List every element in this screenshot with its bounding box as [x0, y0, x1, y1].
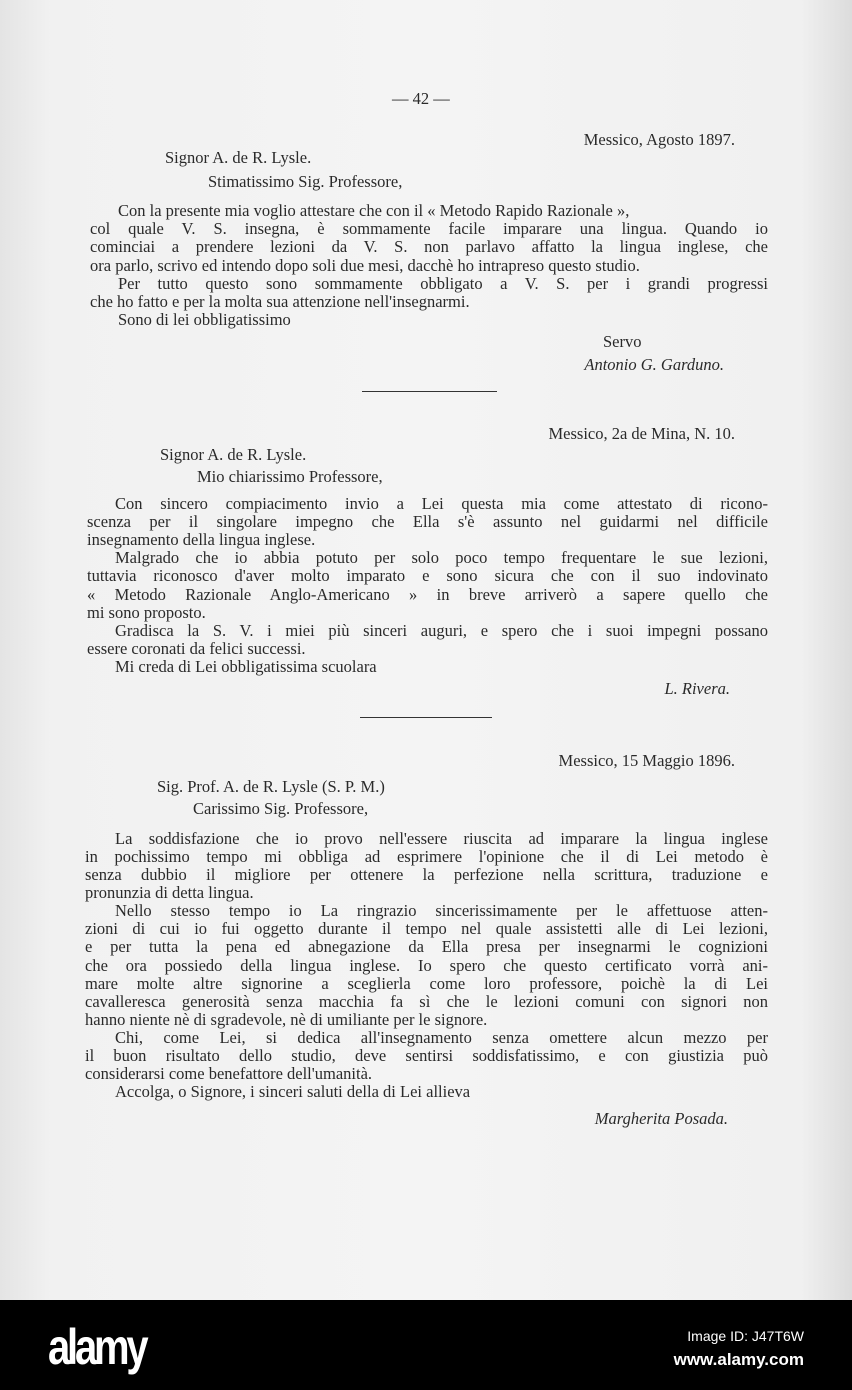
body-line: Malgrado che io abbia potuto per solo poco tempo frequentare le sue lezioni,	[115, 548, 768, 568]
body-line: insegnamento della lingua inglese.	[87, 530, 316, 550]
body-line: Chi, come Lei, si dedica all'insegnamento senza omettere alcun mezzo per	[115, 1027, 768, 1047]
body-line: Nello stesso tempo io La ringrazio sincerissimamente per le affettuose atten-	[115, 901, 768, 921]
body-line: tuttavia riconosco d'aver molto imparato e sono sicura che con il suo indovinato	[87, 566, 768, 586]
body-line: in pochissimo tempo mi obbliga ad esprimere l'opinione che il di Lei metodo è	[85, 847, 768, 867]
body-line: cavalleresca generosità senza macchia fa sì che le lezioni comuni con signori non	[85, 991, 768, 1011]
signature: L. Rivera.	[664, 679, 730, 698]
body-line: hanno niente nè di sgradevole, nè di umiliante per le signore.	[85, 1009, 488, 1029]
letter-date: Messico, Agosto 1897.	[583, 130, 735, 149]
salutation: Mio chiarissimo Professore,	[197, 467, 383, 486]
addressee: Signor A. de R. Lysle.	[160, 445, 307, 464]
body-line: « Metodo Razionale Anglo-Americano » in breve arriverò a sapere quello che	[87, 584, 768, 604]
body-line: cominciai a prendere lezioni da V. S. non parlavo affatto la lingua inglese, che	[90, 237, 768, 257]
body-line: zioni di cui io fui oggetto durante il tempo nel quale assistetti alle di Lei lezioni,	[85, 919, 768, 939]
body-line: Con la presente mia voglio attestare che con il « Metodo Rapido Razionale »,	[118, 201, 630, 220]
addressee: Sig. Prof. A. de R. Lysle (S. P. M.)	[157, 777, 385, 796]
body-line: Sono di lei obbligatissimo	[118, 310, 291, 330]
page-number: — 42 —	[392, 89, 450, 108]
body-line: La soddisfazione che io provo nell'essere riuscita ad imparare la lingua inglese	[115, 829, 768, 848]
alamy-logo: alamy	[48, 1319, 146, 1375]
body-line: il buon risultato dello studio, deve sentirsi soddisfatissimo, e con giustizia può	[85, 1045, 768, 1065]
body-line: pronunzia di detta lingua.	[85, 883, 254, 903]
closing: Servo	[603, 332, 642, 351]
body-line: col quale V. S. insegna, è sommamente facile imparare una lingua. Quando io	[90, 219, 768, 239]
body-line: essere coronati da felici successi.	[87, 638, 306, 658]
signature: Margherita Posada.	[594, 1109, 728, 1128]
salutation: Carissimo Sig. Professore,	[193, 799, 369, 818]
site-url: www.alamy.com	[673, 1350, 804, 1369]
body-line: Per tutto questo sono sommamente obbligato a V. S. per i grandi progressi	[118, 273, 768, 293]
body-line: Accolga, o Signore, i sinceri saluti della di Lei allieva	[115, 1082, 471, 1101]
letter-date: Messico, 2a de Mina, N. 10.	[548, 424, 735, 443]
body-line: e per tutta la pena ed abnegazione da Ella presa per insegnarmi le cognizioni	[85, 937, 768, 957]
separator-rule	[360, 717, 492, 718]
separator-rule	[362, 391, 497, 392]
body-line: considerarsi come benefattore dell'umanità.	[85, 1063, 373, 1083]
addressee: Signor A. de R. Lysle.	[165, 148, 312, 167]
body-line: scenza per il singolare impegno che Ella s'è assunto nel guidarmi nel difficile	[87, 512, 768, 532]
body-line: Con sincero compiacimento invio a Lei questa mia come attestato di ricono-	[115, 494, 768, 513]
body-line: senza dubbio il migliore per ottenere la perfezione nella scrittura, traduzione e	[85, 865, 768, 885]
letter-date: Messico, 15 Maggio 1896.	[558, 751, 735, 770]
body-line: che ora possiedo della lingua inglese. Io spero che questo certificato vorrà ani-	[85, 955, 768, 975]
image-id: Image ID: J47T6W	[687, 1328, 804, 1344]
signature: Antonio G. Garduno.	[584, 355, 724, 374]
body-line: Mi creda di Lei obbligatissima scuolara	[115, 656, 377, 676]
body-line: mare molte altre signorine a sceglierla come loro professore, poichè la di Lei	[85, 973, 768, 993]
body-line: che ho fatto e per la molta sua attenzione nell'insegnarmi.	[90, 292, 470, 311]
body-line: Gradisca la S. V. i miei più sinceri auguri, e spero che i suoi impegni possano	[115, 620, 768, 640]
body-line: mi sono proposto.	[87, 602, 206, 622]
body-line: ora parlo, scrivo ed intendo dopo soli due mesi, dacchè ho intrapreso questo studio.	[90, 255, 640, 275]
salutation: Stimatissimo Sig. Professore,	[208, 172, 403, 191]
watermark-footer	[0, 1300, 852, 1390]
